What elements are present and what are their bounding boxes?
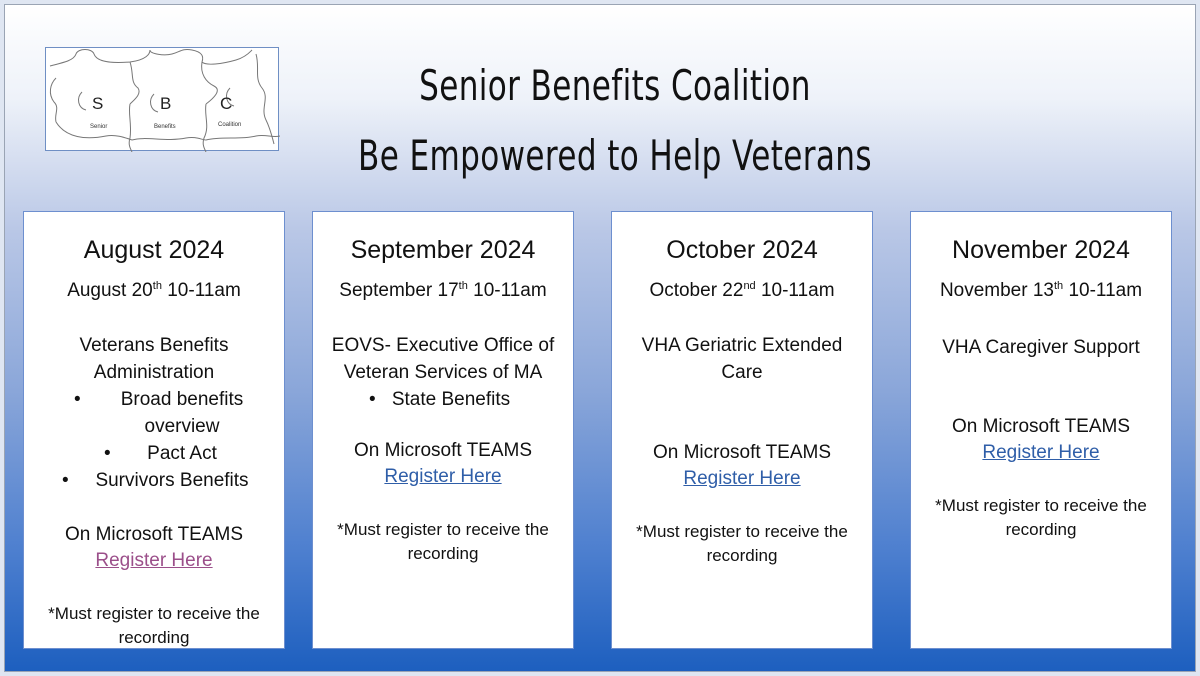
register-note: *Must register to receive the recording	[48, 604, 260, 647]
register-link[interactable]: Register Here	[982, 442, 1100, 463]
logo-letter-b: B	[160, 94, 172, 113]
page-title: Senior Benefits Coalition	[419, 61, 811, 110]
event-card-august	[23, 211, 285, 649]
bullet-item: • Pact Act	[104, 443, 217, 464]
teams-label: On Microsoft TEAMS	[353, 440, 533, 461]
card-date: September 17th 10-11am	[339, 280, 547, 301]
logo-letter-c: C	[220, 94, 233, 113]
card-bullets	[48, 386, 268, 494]
card-topic: Veterans Benefits Administration	[79, 335, 229, 383]
event-card-september	[312, 211, 574, 649]
card-date: November 13th 10-11am	[939, 280, 1143, 301]
sbc-logo	[45, 47, 279, 151]
card-bullets	[313, 386, 573, 413]
register-link[interactable]: Register Here	[384, 466, 502, 487]
card-month: October 2024	[666, 236, 818, 264]
card-date: August 20th 10-11am	[67, 280, 241, 301]
teams-label: On Microsoft TEAMS	[951, 416, 1131, 437]
register-note: *Must register to receive the recording	[337, 520, 549, 563]
event-card-october	[611, 211, 873, 649]
card-topic: VHA Caregiver Support	[942, 337, 1140, 358]
bullet-item: • Survivors Benefits	[62, 470, 249, 491]
register-note: *Must register to receive the recording	[636, 522, 848, 565]
logo-word-coalition: Coalition	[218, 122, 242, 128]
logo-word-benefits: Benefits	[154, 124, 176, 130]
logo-word-senior: Senior	[90, 124, 108, 130]
page-subtitle: Be Empowered to Help Veterans	[358, 131, 872, 180]
register-note: *Must register to receive the recording	[935, 496, 1147, 539]
bullet-item: • Broad benefits overview	[74, 389, 244, 437]
teams-label: On Microsoft TEAMS	[64, 524, 244, 545]
card-month: September 2024	[350, 236, 536, 264]
teams-label: On Microsoft TEAMS	[652, 442, 832, 463]
card-month: November 2024	[952, 236, 1130, 264]
event-card-november	[910, 211, 1172, 649]
bullet-item: • State Benefits	[369, 389, 511, 410]
card-date: October 22nd 10-11am	[649, 280, 835, 301]
card-topic: EOVS- Executive Office of Veteran Services of MA	[331, 335, 555, 383]
register-link[interactable]: Register Here	[95, 550, 213, 571]
logo-letter-s: S	[92, 94, 104, 113]
slide	[4, 4, 1196, 672]
card-topic: VHA Geriatric Extended Care	[641, 335, 843, 383]
card-month: August 2024	[83, 236, 225, 264]
register-link[interactable]: Register Here	[683, 468, 801, 489]
